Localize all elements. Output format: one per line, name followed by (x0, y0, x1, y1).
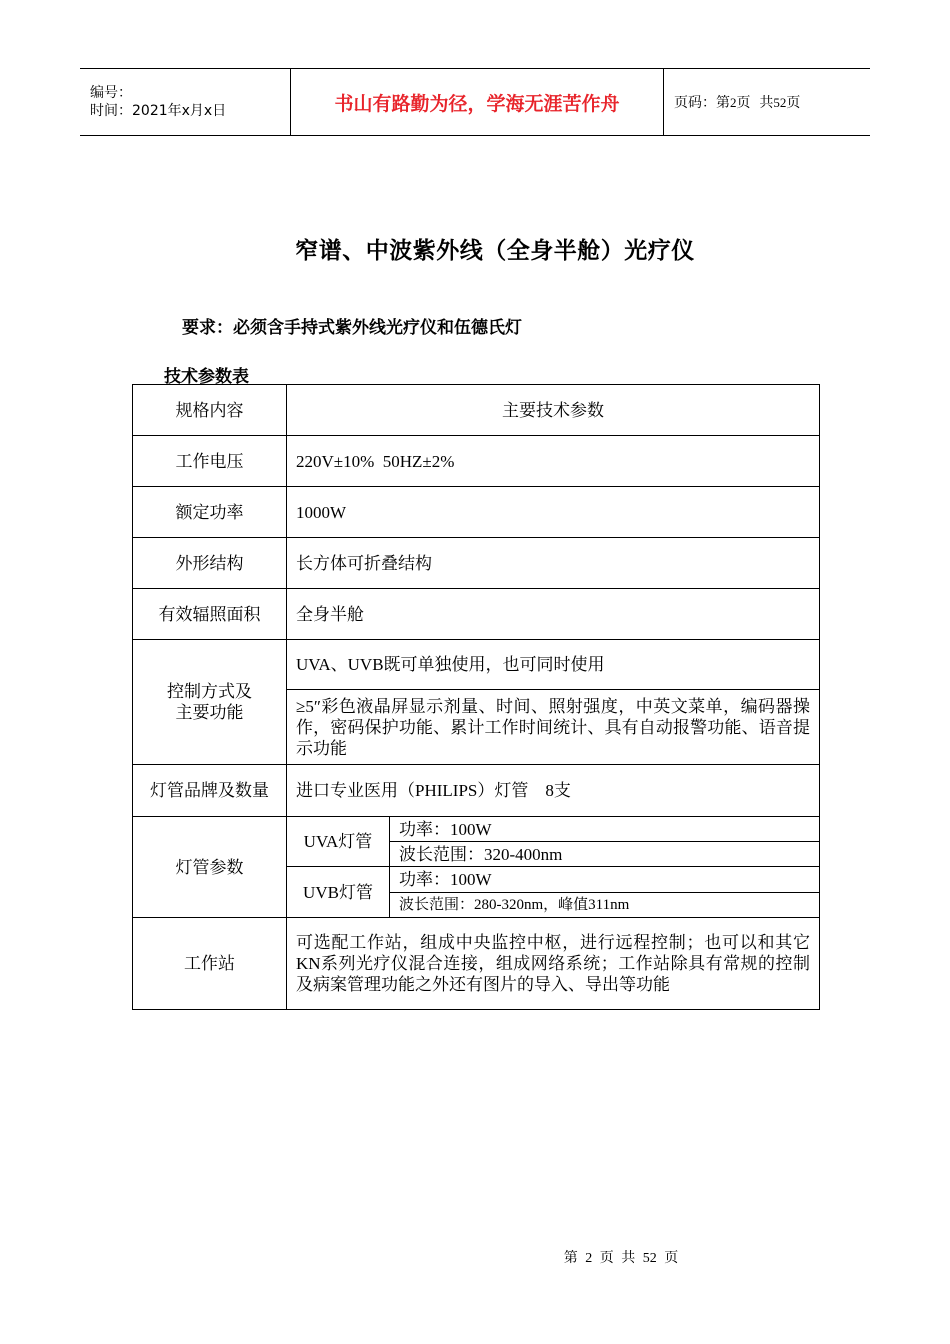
requirement-text: 要求：必须含手持式紫外线光疗仪和伍德氏灯 (182, 318, 522, 338)
row-label-lamp-params: 灯管参数 (133, 817, 287, 918)
uva-lamp-label: UVA灯管 (287, 817, 390, 867)
table-row (133, 765, 820, 817)
row-label-workstation: 工作站 (133, 918, 287, 1010)
uvb-lamp-label: UVB灯管 (287, 867, 390, 918)
document-date: 时间：2021年x月x日 (90, 103, 227, 119)
row-value-workstation: 可选配工作站，组成中央监控中枢，进行远程控制；也可以和其它KN系列光疗仪混合连接，组成网络系统；工作站除具有常规的控制及病案管理功能之外还有图片的导入、导出等功能 (287, 918, 820, 1010)
document-title: 窄谱、中波紫外线（全身半舱）光疗仪 (295, 238, 695, 264)
header-cell-spec: 规格内容 (133, 385, 287, 436)
header-page-indicator (664, 69, 871, 136)
table-caption: 技术参数表 (164, 367, 249, 387)
table-row (133, 589, 820, 640)
row-value-power: 1000W (287, 487, 820, 538)
table-row (133, 436, 820, 487)
table-row (133, 487, 820, 538)
row-value-voltage: 220V±10% 50HZ±2% (287, 436, 820, 487)
row-value-area: 全身半舱 (287, 589, 820, 640)
uva-wavelength: 波长范围：320-400nm (390, 842, 820, 867)
page-footer: 第 2 页 共 52 页 (563, 1251, 679, 1266)
uva-power: 功率：100W (390, 817, 820, 842)
row-label-power: 额定功率 (133, 487, 287, 538)
page-suffix: 页 (786, 95, 801, 111)
document-number-label: 编号： (90, 85, 132, 101)
table-row (133, 817, 820, 842)
row-value-control-mode: UVA、UVB既可单独使用，也可同时使用 (287, 640, 820, 690)
row-label-voltage: 工作电压 (133, 436, 287, 487)
row-label-area: 有效辐照面积 (133, 589, 287, 640)
page-current: 2 (730, 95, 737, 110)
header-meta (80, 69, 291, 136)
uvb-power: 功率：100W (390, 867, 820, 893)
page-middle: 页 共 (736, 95, 774, 111)
row-value-lamp-brand: 进口专业医用（PHILIPS）灯管 8支 (287, 765, 820, 817)
row-label-structure: 外形结构 (133, 538, 287, 589)
table-row (133, 918, 820, 1010)
page-header (80, 68, 870, 136)
header-cell-params: 主要技术参数 (287, 385, 820, 436)
header-motto: 书山有路勤为径，学海无涯苦作舟 (291, 69, 664, 136)
uvb-wavelength: 波长范围：280-320nm，峰值311nm (390, 893, 820, 918)
table-row (133, 538, 820, 589)
spec-table (132, 384, 820, 1010)
page-prefix: 页码：第 (674, 95, 730, 111)
table-row (133, 640, 820, 690)
table-row (133, 385, 820, 436)
row-label-control: 控制方式及主要功能 (133, 640, 287, 765)
row-label-lamp-brand: 灯管品牌及数量 (133, 765, 287, 817)
page-total: 52 (773, 95, 787, 110)
row-value-control-features: ≥5″彩色液晶屏显示剂量、时间、照射强度，中英文菜单，编码器操作，密码保护功能、累计工作时间统计、具有自动报警功能、语音提示功能 (287, 690, 820, 765)
row-value-structure: 长方体可折叠结构 (287, 538, 820, 589)
